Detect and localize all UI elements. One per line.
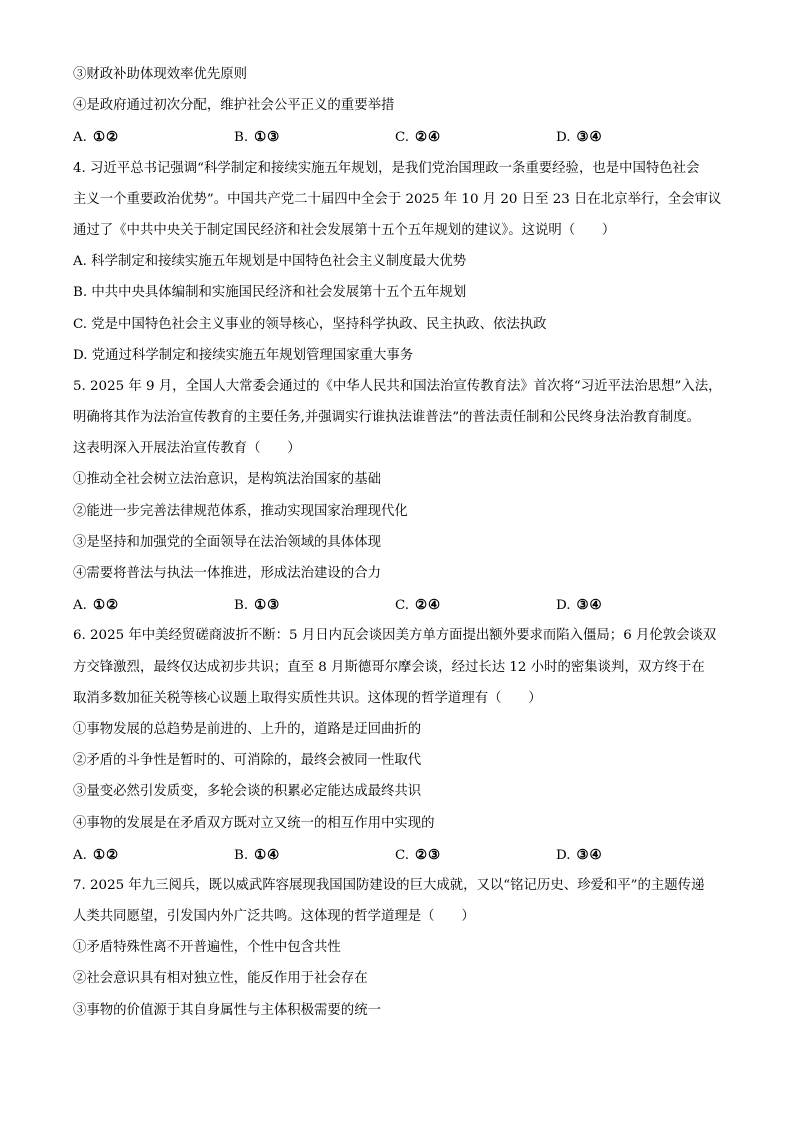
q5-options	[73, 594, 725, 625]
q3-option-a[interactable]: A. ①②	[73, 129, 119, 146]
q6-item: ④事物的发展是在矛盾双方既对立又统一的相互作用中实现的	[73, 815, 435, 831]
q5-option-c[interactable]: C. ②④	[395, 597, 442, 614]
q5-stem-line: 这表明深入开展法治宣传教育（ ）	[73, 441, 301, 457]
q3-options	[73, 126, 725, 157]
q3-option-d[interactable]: D. ③④	[556, 129, 603, 146]
q7-item: ③事物的价值源于其自身属性与主体积极需要的统一	[73, 1002, 381, 1018]
q6-option-c[interactable]: C. ②③	[395, 846, 442, 863]
q7-item: ①矛盾特殊性离不开普遍性，个性中包含共性	[73, 940, 341, 956]
q4-option-d[interactable]: D. 党通过科学制定和接续实施五年规划管理国家重大事务	[73, 347, 414, 363]
question-6	[73, 625, 725, 875]
q3-option-b[interactable]: B. ①③	[234, 129, 281, 146]
q5-stem-line: 5. 2025 年 9 月，全国人大常委会通过的《中华人民共和国法治宣传教育法》首次将“习近平法治思想”入法，	[73, 378, 722, 394]
q6-option-b[interactable]: B. ①④	[234, 846, 281, 863]
q5-option-b[interactable]: B. ①③	[234, 597, 281, 614]
q6-options	[73, 844, 725, 875]
q4-option-b[interactable]: B. 中共中央具体编制和实施国民经济和社会发展第十五个五年规划	[73, 285, 467, 301]
q6-stem-line: 取消多数加征关税等核心议题上取得实质性共识。这体现的哲学道理有（ ）	[73, 690, 542, 706]
q5-item: ④需要将普法与执法一体推进，形成法治建设的合力	[73, 566, 381, 581]
q4-stem-line: 主义一个重要政治优势”。中国共产党二十届四中全会于 2025 年 10 月 20 日至 23 日在北京举行，全会审议	[73, 191, 722, 207]
q5-item: ②能进一步完善法律规范体系，推动实现国家治理现代化	[73, 503, 408, 519]
q6-item: ②矛盾的斗争性是暂时的、可消除的，最终会被同一性取代	[73, 753, 422, 769]
q6-option-a[interactable]: A. ①②	[73, 846, 119, 863]
question-5	[73, 376, 725, 626]
question-4	[73, 158, 725, 376]
question-3-tail	[73, 64, 725, 158]
q7-stem-line: 人类共同愿望，引发国内外广泛共鸣。这体现的哲学道理是（ ）	[73, 909, 475, 925]
q6-stem-line: 方交锋激烈，最终仅达成初步共识；直至 8 月斯德哥尔摩会谈，经过长达 12 小时的密集谈判，双方终于在	[73, 659, 705, 675]
q5-item: ①推动全社会树立法治意识，是构筑法治国家的基础	[73, 472, 381, 488]
q4-option-a[interactable]: A. 科学制定和接续实施五年规划是中国特色社会主义制度最大优势	[73, 254, 467, 270]
q4-stem-line: 通过了《中共中央关于制定国民经济和社会发展第十五个五年规划的建议》。这说明（ ）	[73, 222, 616, 238]
q3-option-c[interactable]: C. ②④	[395, 129, 442, 146]
q5-option-d[interactable]: D. ③④	[556, 597, 603, 614]
exam-page	[73, 64, 725, 1031]
q4-stem-line: 4. 习近平总书记强调“科学制定和接续实施五年规划，是我们党治国理政一条重要经验，也是中国特色社会	[73, 160, 700, 176]
q4-option-c[interactable]: C. 党是中国特色社会主义事业的领导核心，坚持科学执政、民主执政、依法执政	[73, 316, 547, 332]
q6-item: ③量变必然引发质变，多轮会谈的积累必定能达成最终共识	[73, 784, 422, 800]
q6-item: ①事物发展的总趋势是前进的、上升的，道路是迂回曲折的	[73, 721, 422, 737]
q7-item: ②社会意识具有相对独立性，能反作用于社会存在	[73, 971, 368, 987]
q6-stem-line: 6. 2025 年中美经贸磋商波折不断：5 月日内瓦会谈因美方单方面提出额外要求而陷入僵局；6 月伦敦会谈双	[73, 628, 717, 644]
q3-item: ③财政补助体现效率优先原则	[73, 67, 248, 82]
q6-option-d[interactable]: D. ③④	[556, 846, 603, 863]
question-7	[73, 875, 725, 1031]
q5-stem-line: 明确将其作为法治宣传教育的主要任务,并强调实行谁执法谁普法”的普法责任制和公民终身法治教育制度。	[73, 410, 701, 426]
q7-stem-line: 7. 2025 年九三阅兵，既以威武阵容展现我国国防建设的巨大成就，又以“铭记历史、珍爱和平”的主题传递	[73, 877, 705, 893]
q5-option-a[interactable]: A. ①②	[73, 597, 119, 614]
q5-item: ③是坚持和加强党的全面领导在法治领域的具体体现	[73, 534, 381, 550]
q3-item: ④是政府通过初次分配，维护社会公平正义的重要举措	[73, 98, 395, 114]
